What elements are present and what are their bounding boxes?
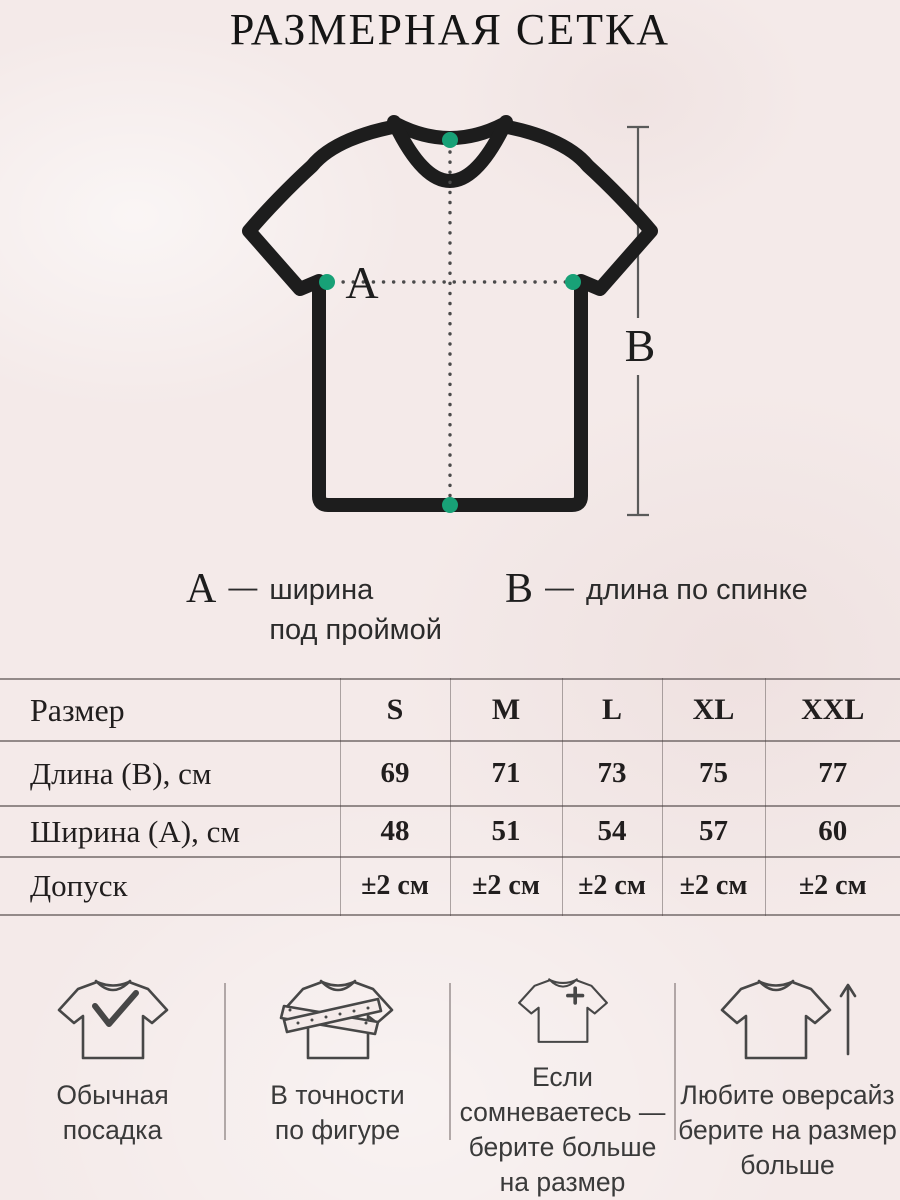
legend-b-text: длина по спинке [586, 574, 808, 606]
size-xl: XL [662, 679, 765, 741]
fit-caption-line: Любите оверсайз [680, 1080, 895, 1110]
fit-caption-line: берите больше [468, 1132, 657, 1162]
fit-caption-line: больше [740, 1150, 835, 1180]
fit-guide-divider [674, 983, 676, 1140]
size-table-header-row [0, 679, 900, 741]
legend-a-line1: ширина [269, 574, 374, 606]
legend-length [505, 566, 808, 612]
fit-caption-line: берите на размер [678, 1115, 897, 1145]
fit-caption-line: по фигуре [274, 1115, 401, 1145]
length-b-label: В [624, 320, 656, 371]
row-label-tolerance: Допуск [30, 868, 128, 903]
legend-b-dash: — [545, 572, 575, 604]
size-table [0, 678, 900, 916]
legend-b-letter: В [505, 566, 534, 612]
fit-item-size-up [450, 960, 675, 1200]
fit-caption-line: на размер [499, 1167, 626, 1197]
tshirt-arrow-icon [714, 972, 862, 1068]
size-l: L [562, 679, 662, 741]
table-row-length: Длина (В), см 69 71 73 75 77 [0, 741, 900, 806]
tshirt-measurement-diagram [0, 60, 900, 620]
row-label-width: Ширина (А), см [30, 813, 240, 849]
fit-item-regular [0, 960, 225, 1200]
table-row-tolerance: Допуск ±2 см ±2 см ±2 см ±2 см ±2 см [0, 857, 900, 915]
legend-width [186, 566, 442, 650]
dotted-measure-lines [333, 152, 567, 500]
legend-a-dash: — [228, 572, 258, 604]
legend-a-line2: под проймой [269, 614, 442, 646]
fit-caption-line: В точности [270, 1080, 405, 1110]
fit-guide-divider [449, 983, 451, 1140]
row-label-length: Длина (В), см [30, 755, 212, 791]
table-row-width: Ширина (А), см 48 51 54 57 60 [0, 806, 900, 857]
size-m: M [450, 679, 562, 741]
fit-item-exact [225, 960, 450, 1200]
fit-guide-divider [224, 983, 226, 1140]
tshirt-check-icon [51, 972, 175, 1068]
fit-item-oversize [675, 960, 900, 1200]
fit-caption-line: Если сомневаетесь — [459, 1062, 666, 1127]
fit-caption-line: Обычная [56, 1080, 169, 1110]
width-a-label: А [345, 257, 379, 308]
legend-a-letter: А [186, 566, 217, 612]
size-xxl: XXL [765, 679, 900, 741]
size-col-header: Размер [30, 691, 125, 728]
tshirt-tape-icon [276, 972, 400, 1068]
page-title: РАЗМЕРНАЯ СЕТКА [229, 5, 671, 54]
tshirt-plus-icon [501, 972, 625, 1050]
size-s: S [340, 679, 450, 741]
fit-caption-line: посадка [62, 1115, 163, 1145]
